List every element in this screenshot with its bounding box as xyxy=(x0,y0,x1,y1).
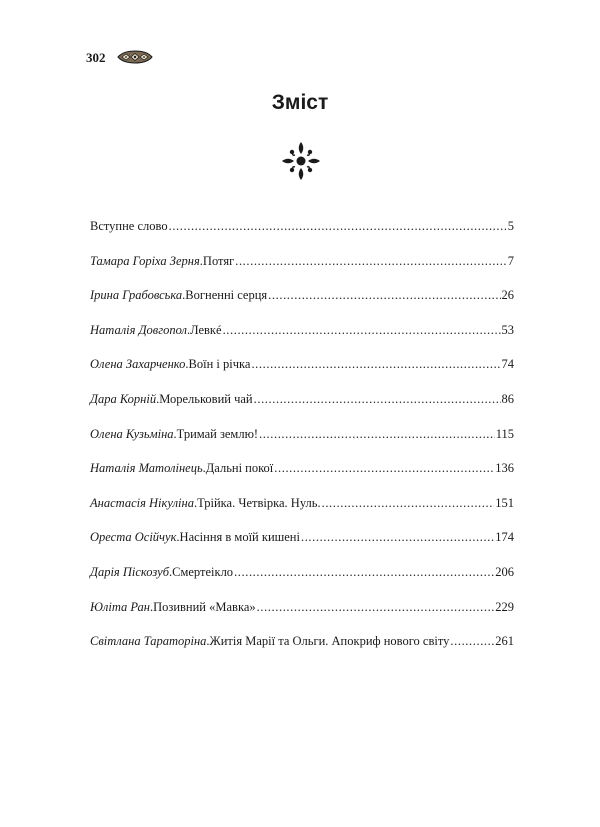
toc-separator: . xyxy=(176,530,180,545)
toc-title: Морельковий чай xyxy=(159,391,253,406)
toc-title: Левкé xyxy=(190,322,222,337)
toc-title: Трійка. Четвірка. Нуль. xyxy=(197,495,321,510)
toc-page-number: 261 xyxy=(495,634,514,649)
toc-title: Тримай землю! xyxy=(176,426,259,441)
toc-title: Насіння в моїй кишені xyxy=(179,530,300,545)
toc-separator: . xyxy=(202,461,206,476)
toc-entry xyxy=(90,392,514,427)
toc-author: Олена Захарченко xyxy=(90,357,186,372)
toc-entry xyxy=(90,634,514,669)
toc-author: Ореста Осійчук xyxy=(90,530,177,545)
table-of-contents xyxy=(90,219,514,669)
toc-page-number: 86 xyxy=(501,391,514,406)
dot-leader xyxy=(301,530,494,545)
toc-entry xyxy=(90,254,514,289)
toc-page-number: 7 xyxy=(507,253,514,268)
toc-title: Воїн і річка xyxy=(188,357,251,372)
toc-entry xyxy=(90,461,514,496)
toc-separator: . xyxy=(182,288,186,303)
page-title: Зміст xyxy=(271,91,329,114)
dot-leader xyxy=(450,634,494,649)
toc-title: Потяг xyxy=(202,253,235,268)
dot-leader xyxy=(268,288,500,303)
toc-page-number: 53 xyxy=(501,322,514,337)
toc-entry xyxy=(90,219,514,254)
toc-author: Анастасія Нікуліна xyxy=(90,495,194,510)
dot-leader xyxy=(251,357,500,372)
toc-entry xyxy=(90,565,514,600)
toc-title: Житія Марії та Ольги. Апокриф нового світу xyxy=(209,634,450,649)
toc-page-number: 136 xyxy=(495,461,514,476)
toc-title: Дальні покої xyxy=(205,461,274,476)
toc-page-number: 151 xyxy=(495,495,514,510)
toc-separator: . xyxy=(156,391,160,406)
dot-leader xyxy=(254,392,501,407)
toc-title: Позивний «Мавка» xyxy=(153,599,256,614)
toc-page-number: 26 xyxy=(501,288,514,303)
toc-separator: . xyxy=(185,357,189,372)
toc-author: Наталія Матолінець xyxy=(90,461,203,476)
toc-author: Дарія Піскозуб xyxy=(90,564,169,579)
toc-author: Юліта Ран xyxy=(90,599,150,614)
toc-page-number: 115 xyxy=(495,426,514,441)
toc-author: Дара Корній xyxy=(90,391,157,406)
toc-entry xyxy=(90,530,514,565)
toc-page-number: 229 xyxy=(495,599,514,614)
toc-entry xyxy=(90,427,514,462)
dot-leader xyxy=(274,461,494,476)
toc-page-number: 206 xyxy=(495,564,514,579)
toc-entry xyxy=(90,288,514,323)
folk-ornament-icon xyxy=(117,50,153,64)
toc-entry xyxy=(90,357,514,392)
toc-entry xyxy=(90,496,514,531)
dot-leader xyxy=(235,254,507,269)
toc-separator: . xyxy=(173,426,177,441)
toc-separator: . xyxy=(150,599,154,614)
toc-author: Наталія Довгопол xyxy=(90,322,187,337)
dot-leader xyxy=(322,496,495,511)
toc-page-number: 5 xyxy=(507,219,514,233)
toc-title: Вогненні серця xyxy=(185,288,268,303)
toc-author: Ірина Грабовська xyxy=(90,288,183,303)
dot-leader xyxy=(257,600,495,615)
page-number: 302 xyxy=(86,50,106,65)
toc-author: Тамара Горіха Зерня xyxy=(90,253,200,268)
toc-entry xyxy=(90,600,514,635)
toc-author: Олена Кузьміна xyxy=(90,426,174,441)
dot-leader xyxy=(169,219,507,234)
dot-leader xyxy=(223,323,501,338)
toc-title: Вступне слово xyxy=(90,219,168,233)
toc-author: Світлана Тараторіна xyxy=(90,634,207,649)
dot-leader xyxy=(234,565,494,580)
toc-page-number: 174 xyxy=(495,530,514,545)
toc-title: Смертеікло xyxy=(172,564,234,579)
toc-separator: . xyxy=(169,564,173,579)
dot-leader xyxy=(259,427,495,442)
toc-entry xyxy=(90,323,514,358)
toc-separator: . xyxy=(206,634,210,649)
toc-separator: . xyxy=(199,253,203,268)
toc-separator: . xyxy=(193,495,198,510)
floral-cross-ornament-icon xyxy=(281,141,321,181)
toc-page-number: 74 xyxy=(501,357,514,372)
toc-separator: . xyxy=(186,322,191,337)
